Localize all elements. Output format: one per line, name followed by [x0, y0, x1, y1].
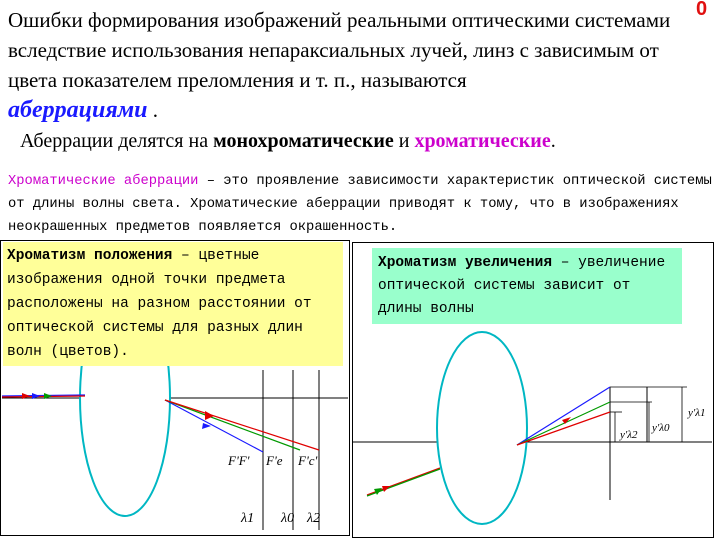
wavelength-label-3: λ2 [307, 511, 321, 526]
chrom-def-heading: Хроматические аберрации [8, 174, 199, 189]
height-label-1: y'λ2 [620, 429, 638, 441]
refracted-ray-blue-right [517, 387, 610, 445]
box-mag-text: – увеличение оптической системы зависит от длины волны [378, 255, 666, 317]
intro-text: Ошибки формирования изображений реальными оптическими системами вследствие использования непараксиальных лучей, линз с зависимым от цвета показателем преломления и т. п., называются [8, 8, 671, 92]
intro-paragraph [8, 5, 708, 125]
box-mag-heading: Хроматизм увеличения [378, 255, 553, 271]
arrow-red-right [382, 486, 390, 492]
wavelength-label-1: λ1 [241, 511, 255, 526]
box-pos-heading: Хроматизм положения [7, 248, 173, 264]
focus-label-2: F'e [266, 453, 283, 468]
divide-and: и [393, 130, 415, 152]
focus-label-3: F'c' [298, 453, 318, 468]
refracted-ray-green [165, 400, 300, 450]
refracted-ray-red-right [517, 412, 610, 445]
chrom-term: хроматические [414, 130, 551, 152]
box-pos-text: – цветные изображения одной точки предмета расположены на разном расстоянии от оптической системы для разных длин волн (цветов). [7, 248, 312, 360]
corner-mark: 0 [696, 0, 708, 20]
mono-term: монохроматические [213, 130, 394, 152]
divide-prefix: Аберрации делятся на [20, 130, 214, 152]
focus-label-1: F'F' [228, 453, 250, 468]
lens-right [437, 332, 527, 524]
magnification-chromatism-box [372, 248, 682, 324]
position-chromatism-box [3, 242, 343, 366]
refracted-ray-red [165, 400, 319, 450]
chromatic-definition [8, 170, 718, 239]
refracted-ray-blue [165, 400, 263, 452]
intro-tail: . [147, 98, 158, 122]
chrom-def-text: – это проявление зависимости характеристик оптической системы от длины волны света. Хроматические аберрации приводят к тому, что в изображениях неокрашенных предметов появляется окрашенность. [8, 174, 712, 235]
height-label-2: y'λ0 [652, 422, 670, 434]
divide-dot: . [550, 130, 556, 152]
refracted-ray-green-right [517, 402, 610, 445]
aberration-term: аберрациями [8, 97, 148, 123]
arrow-refracted-red [205, 411, 214, 420]
wavelength-label-2: λ0 [281, 511, 295, 526]
classification-line [20, 130, 556, 153]
height-label-3: y'λ1 [688, 407, 706, 419]
